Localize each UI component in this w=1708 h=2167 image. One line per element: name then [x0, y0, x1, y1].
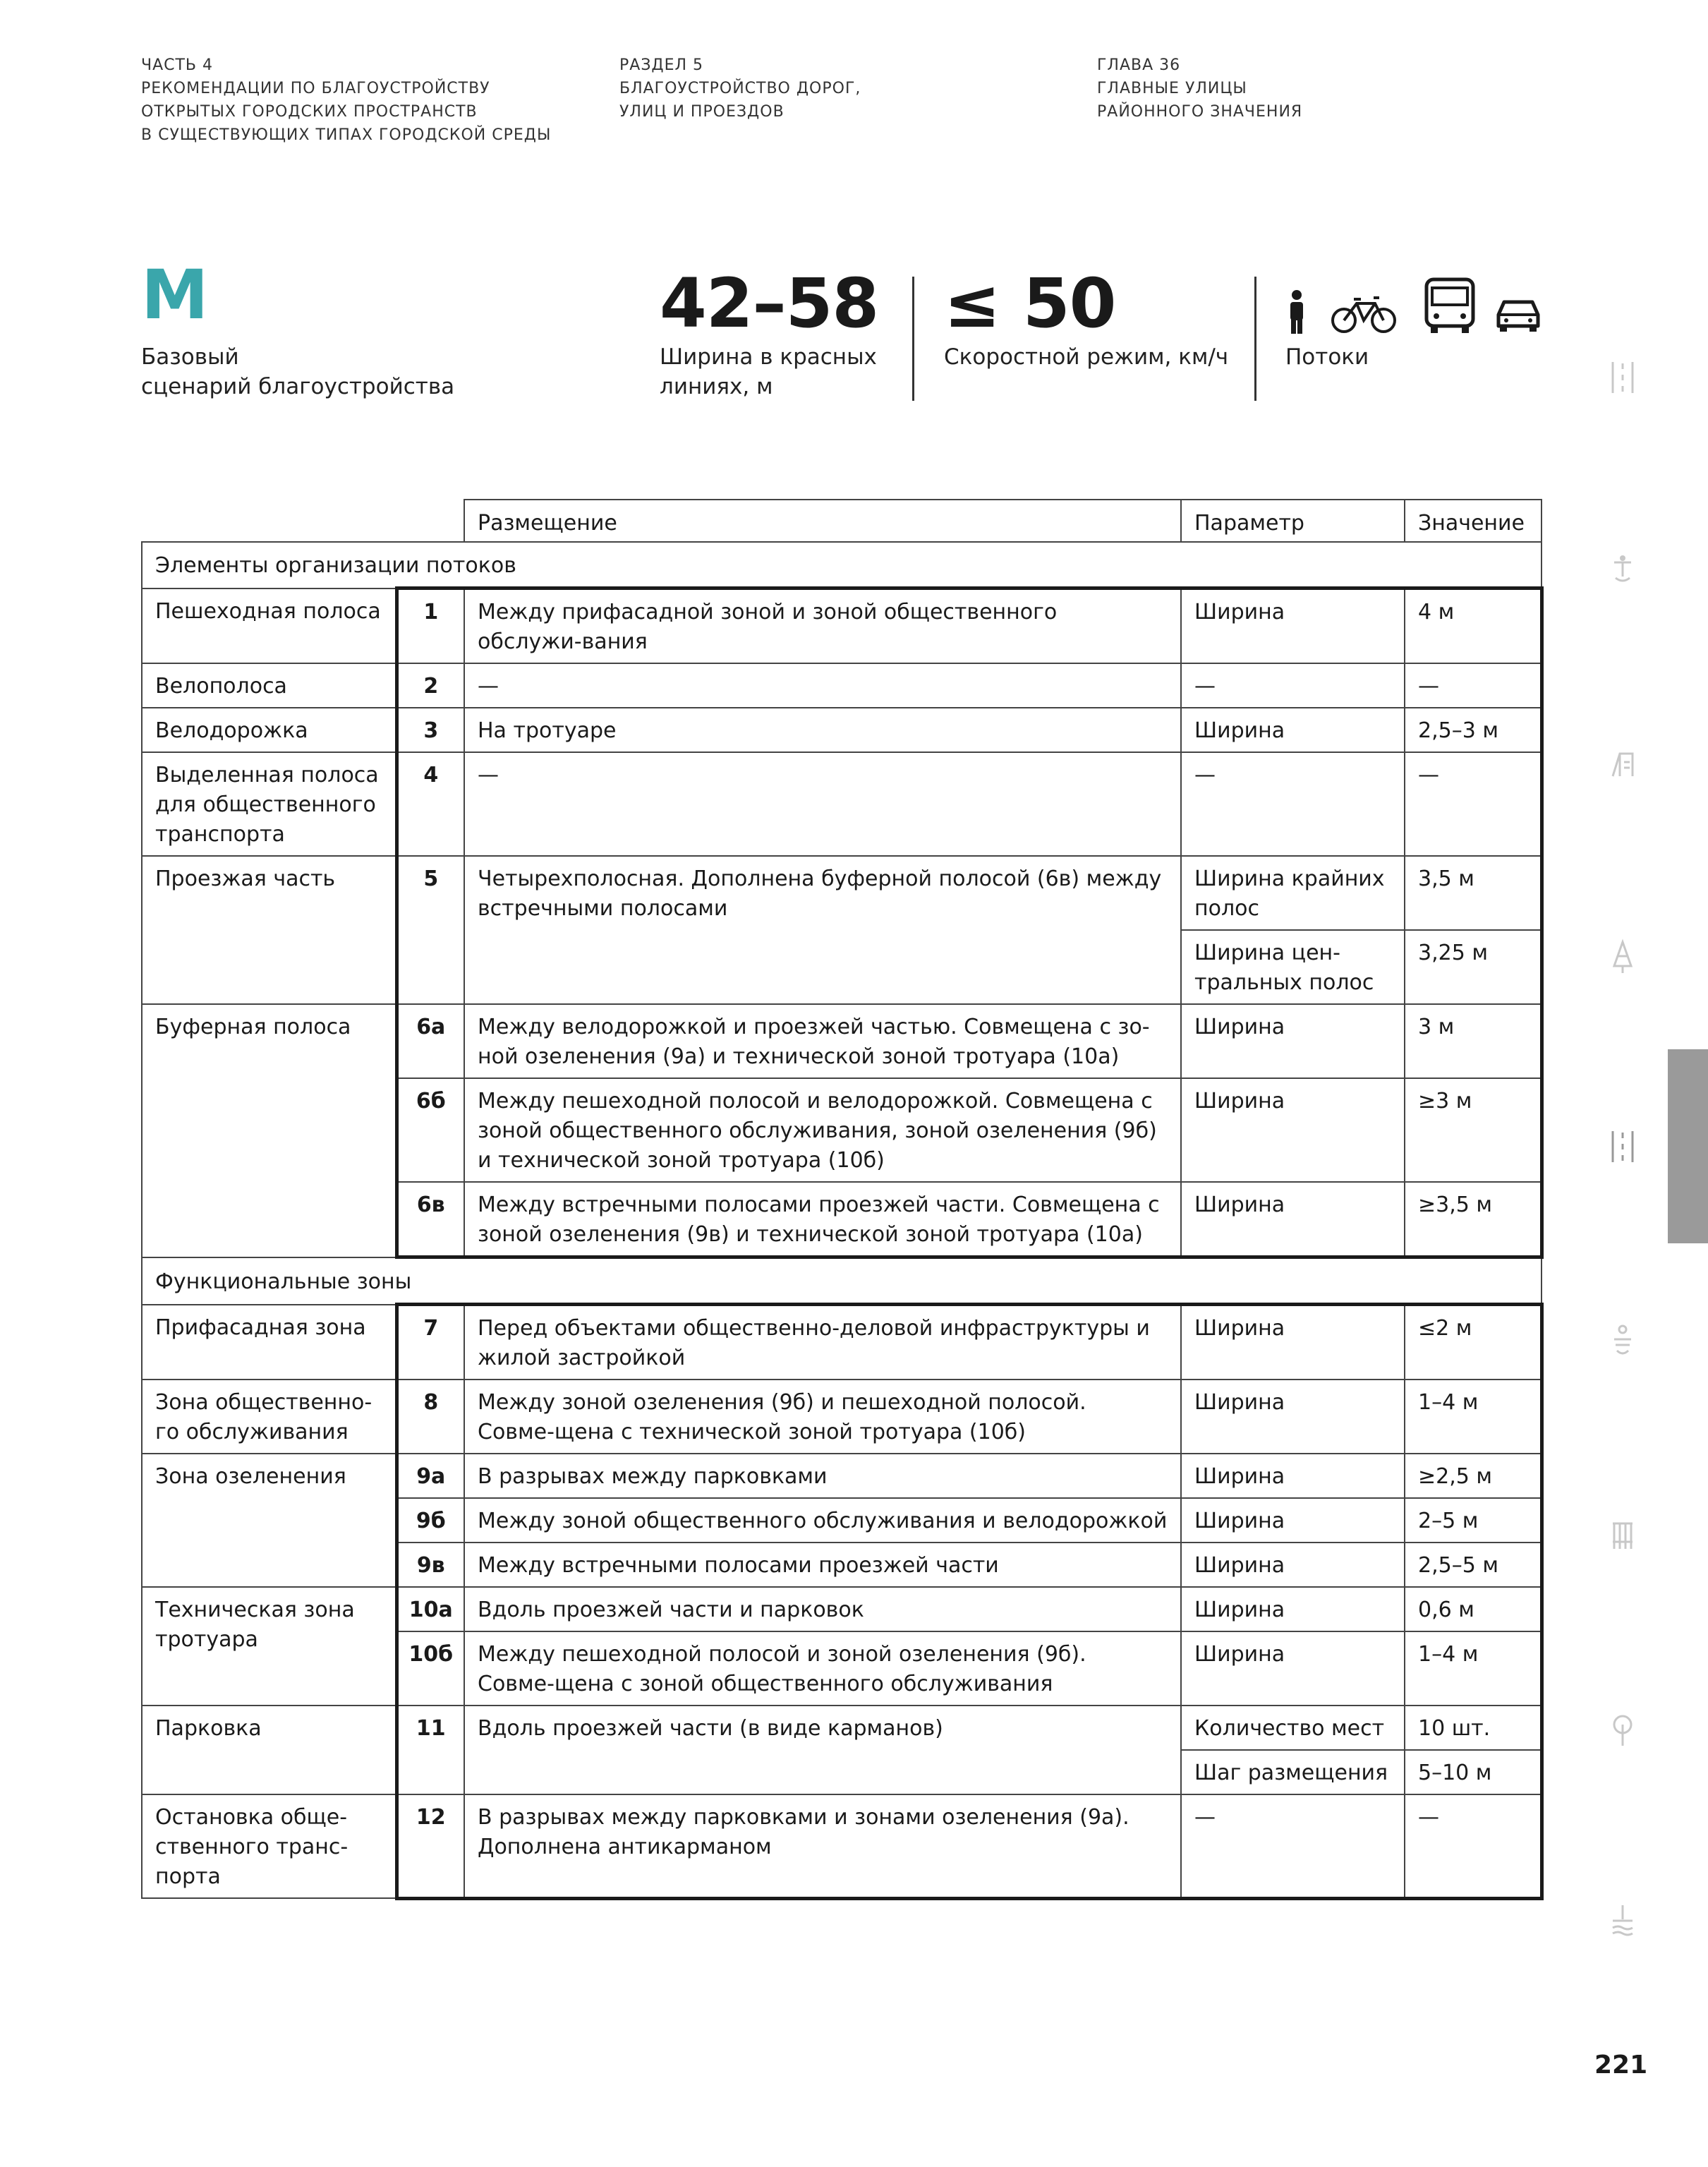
element-number: 5	[396, 856, 464, 1004]
value-cell: 1–4 м	[1405, 1631, 1542, 1706]
element-number: 1	[396, 588, 464, 664]
value-cell: —	[1405, 752, 1542, 856]
element-number: 6а	[396, 1004, 464, 1078]
table-row	[142, 1004, 1542, 1078]
parameters-table	[141, 499, 1544, 1900]
value-cell: 3,5 м	[1405, 856, 1542, 930]
element-number: 2	[396, 663, 464, 708]
value-cell: 2,5–3 м	[1405, 708, 1542, 752]
parameter-cell: Ширина	[1181, 1498, 1405, 1543]
section-row	[142, 542, 1542, 588]
header-line: ГЛАВА 36	[1097, 56, 1181, 74]
caption-line: сценарий благоустройства	[141, 374, 455, 399]
value-cell: 1–4 м	[1405, 1380, 1542, 1454]
parameter-cell: Ширина	[1181, 588, 1405, 664]
table-row	[142, 1454, 1542, 1498]
element-number: 10а	[396, 1587, 464, 1631]
header-chapter	[1097, 54, 1302, 123]
parameter-cell: Ширина	[1181, 708, 1405, 752]
table-row	[142, 1794, 1542, 1898]
car-icon	[1494, 296, 1542, 333]
caption-line: Ширина в красных	[660, 344, 877, 370]
value-cell: ≥2,5 м	[1405, 1454, 1542, 1498]
blank-cell	[142, 500, 464, 542]
element-number: 12	[396, 1794, 464, 1898]
header-line: РАЗДЕЛ 5	[619, 56, 704, 74]
scenario-letter: М	[141, 255, 209, 334]
street-profile-icon	[1609, 356, 1637, 399]
element-name: Техническая зона тротуара	[142, 1587, 396, 1706]
table-header-row	[142, 500, 1542, 542]
value-cell: 10 шт.	[1405, 1706, 1542, 1750]
header-line: ЧАСТЬ 4	[141, 56, 214, 74]
placement-cell: Между зоной общественного обслуживания и велодорожкой	[464, 1498, 1181, 1543]
water-icon	[1609, 1898, 1637, 1940]
parameter-cell: Ширина	[1181, 1454, 1405, 1498]
page-number: 221	[1594, 2051, 1648, 2080]
parameter-cell: Ширина	[1181, 1305, 1405, 1380]
header-section	[619, 54, 861, 123]
value-cell: 5–10 м	[1405, 1750, 1542, 1794]
parameter-cell: Ширина	[1181, 1182, 1405, 1257]
parameter-cell: Ширина	[1181, 1587, 1405, 1631]
placement-cell: В разрывах между парковками и зонами озеленения (9а). Дополнена антикарманом	[464, 1794, 1181, 1898]
element-name: Выделенная полоса для общественного транспорта	[142, 752, 396, 856]
value-cell: ≤2 м	[1405, 1305, 1542, 1380]
table-row	[142, 663, 1542, 708]
value-cell: 2–5 м	[1405, 1498, 1542, 1543]
element-name: Парковка	[142, 1706, 396, 1794]
value-cell: ≥3 м	[1405, 1078, 1542, 1182]
people-icon	[1609, 1320, 1637, 1362]
width-value: 42–58	[660, 264, 879, 343]
value-cell: 4 м	[1405, 588, 1542, 664]
bicycle-icon	[1330, 295, 1398, 334]
caption-line: линиях, м	[660, 374, 773, 399]
placement-cell: Между пешеходной полосой и велодорожкой. Совмещена с зоной общественного обслуживания, зоной озеленения (9б) и технической зоной тротуара (10б)	[464, 1078, 1181, 1182]
table-row	[142, 708, 1542, 752]
element-number: 9в	[396, 1543, 464, 1587]
width-caption	[660, 342, 877, 402]
parameter-cell: Ширина	[1181, 1004, 1405, 1078]
element-name: Прифасадная зона	[142, 1305, 396, 1380]
header-line: БЛАГОУСТРОЙСТВО ДОРОГ,	[619, 80, 861, 97]
placement-cell: —	[464, 663, 1181, 708]
placement-cell: Между встречными полосами проезжей части	[464, 1543, 1181, 1587]
section-title: Функциональные зоны	[142, 1257, 1542, 1305]
element-name: Зона озеленения	[142, 1454, 396, 1587]
column-header: Параметр	[1181, 500, 1405, 542]
parameter-cell: Ширина	[1181, 1078, 1405, 1182]
caption-line: Базовый	[141, 344, 239, 370]
element-number: 10б	[396, 1631, 464, 1706]
placement-cell: Между зоной озеленения (9б) и пешеходной полосой. Совме-щена с технической зоной тротуара (10б)	[464, 1380, 1181, 1454]
placement-cell: Перед объектами общественно-деловой инфраструктуры и жилой застройкой	[464, 1305, 1181, 1380]
table-row	[142, 1587, 1542, 1631]
header-line: ГЛАВНЫЕ УЛИЦЫ	[1097, 80, 1247, 97]
placement-cell: Между пешеходной полосой и зоной озеленения (9б). Совме-щена с зоной общественного обслуживания	[464, 1631, 1181, 1706]
element-number: 6б	[396, 1078, 464, 1182]
placement-cell: —	[464, 752, 1181, 856]
speed-caption: Скоростной режим, км/ч	[944, 344, 1229, 370]
parameter-cell: Количество мест	[1181, 1706, 1405, 1750]
element-number: 6в	[396, 1182, 464, 1257]
table-row	[142, 856, 1542, 930]
pedestrian-icon	[1284, 289, 1309, 334]
bus-icon	[1424, 277, 1476, 334]
parameter-cell: —	[1181, 663, 1405, 708]
element-number: 4	[396, 752, 464, 856]
column-header: Размещение	[464, 500, 1181, 542]
table-row	[142, 752, 1542, 856]
building-icon	[1609, 1514, 1637, 1556]
flows-caption: Потоки	[1285, 344, 1369, 370]
divider	[912, 277, 914, 401]
section-row	[142, 1257, 1542, 1305]
placement-cell: Вдоль проезжей части (в виде карманов)	[464, 1706, 1181, 1794]
parameter-cell: —	[1181, 1794, 1405, 1898]
element-name: Буферная полоса	[142, 1004, 396, 1257]
header-line: УЛИЦ И ПРОЕЗДОВ	[619, 103, 785, 121]
element-number: 11	[396, 1706, 464, 1794]
value-cell: 0,6 м	[1405, 1587, 1542, 1631]
placement-cell: Между велодорожкой и проезжей частью. Совмещена с зо-ной озеленения (9а) и технической зоной тротуара (10а)	[464, 1004, 1181, 1078]
street-profile-icon	[1609, 1125, 1637, 1168]
scenario-caption	[141, 342, 454, 402]
header-line: ОТКРЫТЫХ ГОРОДСКИХ ПРОСТРАНСТВ	[141, 103, 478, 121]
placement-cell: Между прифасадной зоной и зоной общественного обслужи-вания	[464, 588, 1181, 664]
value-cell: 2,5–5 м	[1405, 1543, 1542, 1587]
bollard-icon	[1609, 547, 1637, 589]
header-line: РАЙОННОГО ЗНАЧЕНИЯ	[1097, 103, 1303, 121]
element-number: 3	[396, 708, 464, 752]
element-number: 7	[396, 1305, 464, 1380]
header-line: В СУЩЕСТВУЮЩИХ ТИПАХ ГОРОДСКОЙ СРЕДЫ	[141, 126, 552, 144]
speed-value: ≤ 50	[944, 264, 1116, 343]
market-icon	[1609, 741, 1637, 783]
table-row	[142, 1380, 1542, 1454]
chapter-tab	[1668, 1049, 1708, 1243]
tree-icon	[1609, 935, 1637, 977]
divider	[1254, 277, 1256, 401]
parameter-cell: Шаг размещения	[1181, 1750, 1405, 1794]
element-name: Зона общественно-го обслуживания	[142, 1380, 396, 1454]
element-name: Велополоса	[142, 663, 396, 708]
placement-cell: На тротуаре	[464, 708, 1181, 752]
value-cell: 3 м	[1405, 1004, 1542, 1078]
header-part	[141, 54, 551, 147]
element-name: Проезжая часть	[142, 856, 396, 1004]
value-cell: —	[1405, 663, 1542, 708]
parameter-cell: Ширина	[1181, 1380, 1405, 1454]
element-number: 9а	[396, 1454, 464, 1498]
value-cell: 3,25 м	[1405, 930, 1542, 1004]
element-number: 8	[396, 1380, 464, 1454]
placement-cell: Четырехполосная. Дополнена буферной полосой (6в) между встречными полосами	[464, 856, 1181, 1004]
element-name: Остановка обще-ственного транс-порта	[142, 1794, 396, 1898]
table-row	[142, 588, 1542, 664]
tree-round-icon	[1609, 1708, 1637, 1750]
placement-cell: В разрывах между парковками	[464, 1454, 1181, 1498]
value-cell: —	[1405, 1794, 1542, 1898]
parameter-cell: Ширина крайних полос	[1181, 856, 1405, 930]
value-cell: ≥3,5 м	[1405, 1182, 1542, 1257]
table-row	[142, 1305, 1542, 1380]
parameter-cell: —	[1181, 752, 1405, 856]
parameter-cell: Ширина	[1181, 1543, 1405, 1587]
parameter-cell: Ширина	[1181, 1631, 1405, 1706]
placement-cell: Вдоль проезжей части и парковок	[464, 1587, 1181, 1631]
header-line: РЕКОМЕНДАЦИИ ПО БЛАГОУСТРОЙСТВУ	[141, 80, 490, 97]
parameter-cell: Ширина цен-тральных полос	[1181, 930, 1405, 1004]
column-header: Значение	[1405, 500, 1542, 542]
section-title: Элементы организации потоков	[142, 542, 1542, 588]
placement-cell: Между встречными полосами проезжей части. Совмещена с зоной озеленения (9в) и технической зоной тротуара (10а)	[464, 1182, 1181, 1257]
element-name: Велодорожка	[142, 708, 396, 752]
element-name: Пешеходная полоса	[142, 588, 396, 664]
table-row	[142, 1706, 1542, 1750]
element-number: 9б	[396, 1498, 464, 1543]
